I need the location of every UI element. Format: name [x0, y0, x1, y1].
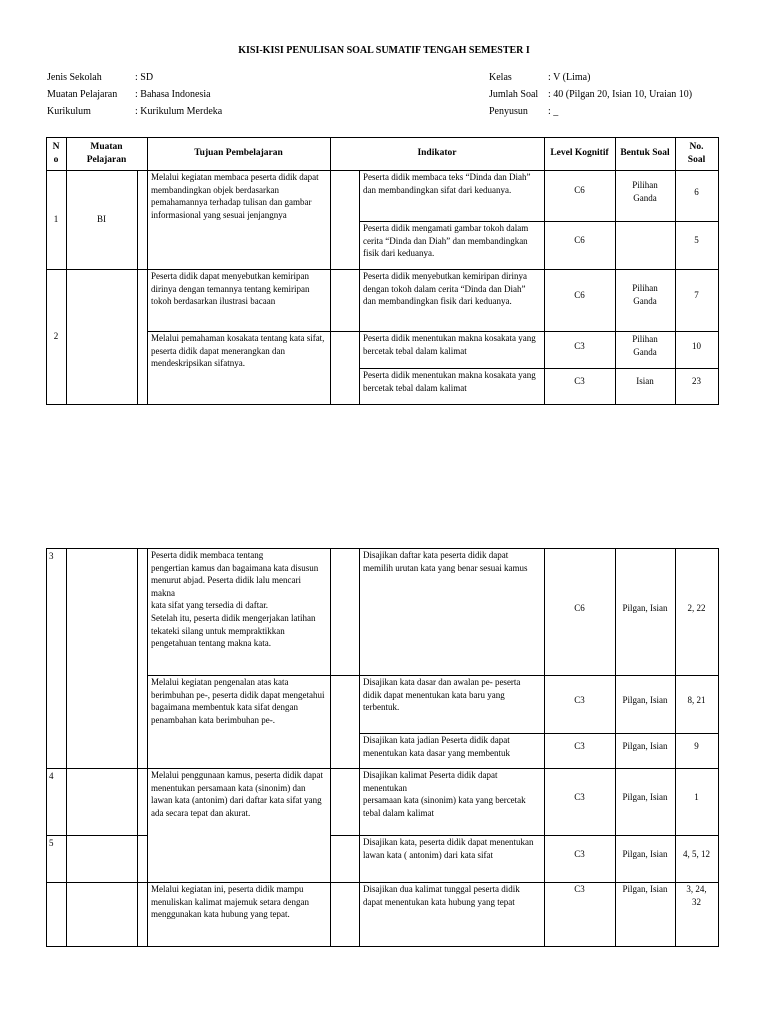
level-cell: C6: [574, 234, 585, 245]
bentuk-cell: Pilgan, Isian: [622, 694, 668, 705]
indikator-cell: Peserta didik membaca teks “Dinda dan Diah” dan membandingkan sifat dari keduanya.: [363, 172, 531, 195]
info-label: Jumlah Soal: [489, 89, 539, 100]
info-label: Jenis Sekolah: [47, 72, 102, 83]
info-row-kelas: [489, 69, 692, 86]
info-label: Kelas: [489, 72, 512, 83]
tujuan-cell: Melalui kegiatan pengenalan atas kata berimbuhan pe-, peserta didik dapat mengetahui bagaimana membentuk kata sifat dengan penambahan kata berimbuhan pe-.: [151, 677, 325, 725]
info-label: Muatan Pelajaran: [47, 89, 118, 100]
indikator-cell: Disajikan kata, peserta didik dapat menentukan lawan kata ( antonim) dari kata sifat: [363, 837, 534, 860]
row-number: 2: [53, 331, 59, 342]
bentuk-cell: Isian: [636, 376, 654, 387]
level-cell: C3: [574, 848, 585, 859]
row-number: 3: [49, 551, 54, 561]
level-cell: C6: [574, 602, 585, 613]
tujuan-cell: Melalui penggunaan kamus, peserta didik dapat menentukan persamaan kata (sinonim) dan lawan kata (antonim) dari daftar kata sifat yang ada secara tepat dan akurat.: [151, 770, 323, 818]
info-row-jenis-sekolah: [47, 69, 222, 86]
level-cell: C3: [574, 740, 585, 751]
indikator-cell: Disajikan daftar kata peserta didik dapat memilih urutan kata yang benar sesuai kamus: [363, 550, 528, 573]
info-row-kurikulum: [47, 103, 222, 120]
tujuan-cell: Peserta didik dapat menyebutkan kemiripan dirinya dengan temannya tentang kemiripan tokoh berdasarkan ilustrasi bacaan: [151, 271, 310, 307]
tujuan-cell: Melalui pemahaman kosakata tentang kata sifat, peserta didik dapat menerangkan dan mendeskripsikan sifatnya.: [151, 333, 325, 369]
bentuk-cell: Pilihan Ganda: [632, 334, 658, 357]
nosoal-cell: 6: [694, 186, 699, 197]
bentuk-cell: Pilihan Ganda: [632, 283, 658, 306]
info-value: : Bahasa Indonesia: [135, 89, 211, 100]
info-value: : _: [548, 106, 559, 117]
nosoal-cell: 5: [694, 234, 699, 245]
indikator-cell: Peserta didik menyebutkan kemiripan dirinya dengan tokoh dalam cerita “Dinda dan Diah” dan membandingkan fisik dari keduanya.: [363, 271, 527, 307]
info-value: : V (Lima): [548, 72, 591, 83]
header-tujuan-pembelajaran: Tujuan Pembelajaran: [194, 148, 283, 159]
info-row-muatan-pelajaran: [47, 86, 222, 103]
indikator-cell: Disajikan kata dasar dan awalan pe- peserta didik dapat menentukan kata baru yang terbentuk.: [363, 677, 521, 713]
header-bentuk-soal: Bentuk Soal: [620, 148, 670, 159]
nosoal-cell: 23: [692, 376, 701, 387]
info-label: Kurikulum: [47, 106, 91, 117]
info-label: Penyusun: [489, 106, 528, 117]
info-row-penyusun: [489, 103, 692, 120]
bentuk-cell: Pilgan, Isian: [622, 791, 668, 802]
info-value: : SD: [135, 72, 154, 83]
nosoal-cell: 2, 22: [687, 602, 706, 613]
header-muatan-pelajaran: Muatan Pelajaran: [86, 141, 127, 165]
header-level-kognitif: Level Kognitif: [550, 148, 609, 159]
nosoal-cell: 10: [692, 340, 701, 351]
header-no: N o: [52, 141, 60, 165]
level-cell: C6: [574, 289, 585, 300]
row-number: 4: [49, 771, 54, 781]
indikator-cell: Disajikan kalimat Peserta didik dapat menentukan persamaan kata (sinonim) kata yang bercetak tebal dalam kalimat: [363, 770, 526, 818]
bentuk-cell: Pilihan Ganda: [632, 180, 658, 203]
tujuan-cell: Peserta didik membaca tentang pengertian kamus dan bagaimana kata disusun menurut abjad. Peserta didik lalu mencari makna kata sifat yang tersedia di daftar. Setelah itu, peserta didik mengerjakan latihan tekateki silang untuk mempraktikkan pengetahuan tentang makna kata.: [151, 550, 319, 649]
nosoal-cell: 8, 21: [687, 694, 706, 705]
bentuk-cell: Pilgan, Isian: [622, 883, 668, 894]
tujuan-cell: Melalui kegiatan membaca peserta didik dapat membandingkan objek berdasarkan pemahamannya terhadap tulisan dan gambar informasional yang sesuai jenjangnya: [151, 172, 319, 220]
indikator-cell: Disajikan kata jadian Peserta didik dapat menentukan kata dasar yang membentuk: [363, 735, 510, 758]
info-value: : Kurikulum Merdeka: [135, 106, 223, 117]
header-no-soal: No. Soal: [687, 141, 706, 165]
indikator-cell: Disajikan dua kalimat tunggal peserta didik dapat menentukan kata hubung yang tepat: [363, 884, 520, 907]
nosoal-cell: 4, 5, 12: [683, 848, 710, 859]
bentuk-cell: Pilgan, Isian: [622, 602, 668, 613]
info-right: [489, 69, 692, 120]
muatan-cell: BI: [97, 214, 106, 225]
bentuk-cell: Pilgan, Isian: [622, 740, 668, 751]
info-left: [47, 69, 222, 120]
level-cell: C3: [574, 883, 585, 894]
indikator-cell: Peserta didik menentukan makna kosakata yang bercetak tebal dalam kalimat: [363, 370, 536, 393]
document-title: KISI-KISI PENULISAN SOAL SUMATIF TENGAH SEMESTER I: [238, 45, 530, 56]
level-cell: C6: [574, 184, 585, 195]
nosoal-cell: 1: [694, 791, 699, 802]
nosoal-cell: 9: [694, 740, 699, 751]
bentuk-cell: Pilgan, Isian: [622, 848, 668, 859]
level-cell: C3: [574, 694, 585, 705]
tujuan-cell: Melalui kegiatan ini, peserta didik mampu menuliskan kalimat majemuk setara dengan menggunakan kata hubung yang tepat.: [151, 884, 309, 920]
level-cell: C3: [574, 791, 585, 802]
nosoal-cell: 7: [694, 289, 699, 300]
indikator-cell: Peserta didik mengamati gambar tokoh dalam cerita “Dinda dan Diah” dan membandingkan fisik dari keduanya.: [363, 223, 529, 259]
header-indikator: Indikator: [417, 148, 457, 159]
info-value: : 40 (Pilgan 20, Isian 10, Uraian 10): [548, 89, 693, 100]
bentuk-cell: [615, 221, 675, 259]
nosoal-cell: 3, 24, 32: [686, 884, 707, 907]
row-number: 1: [53, 214, 59, 225]
level-cell: C3: [574, 376, 585, 387]
info-row-jumlah-soal: [489, 86, 692, 103]
level-cell: C3: [574, 340, 585, 351]
row-number: 5: [49, 838, 54, 848]
indikator-cell: Peserta didik menentukan makna kosakata yang bercetak tebal dalam kalimat: [363, 333, 536, 356]
